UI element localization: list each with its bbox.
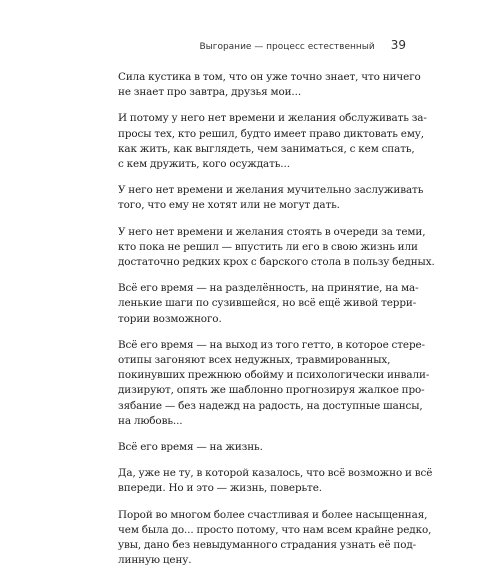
book-page xyxy=(96,0,435,567)
paragraph xyxy=(118,466,433,496)
text-line: чем была до... просто потому, что нам всем крайне редко, xyxy=(118,523,432,536)
body-text xyxy=(118,70,435,579)
text-line: Всё его время — на жизнь. xyxy=(118,441,263,454)
text-line: Сила кустика в том, что он уже точно знает, что ничего xyxy=(118,71,421,83)
text-line: У него нет времени и желания стоять в очереди за теми, xyxy=(118,225,426,238)
running-title: Выгорание — процесс естественный xyxy=(199,42,375,52)
text-line: Всё его время — на выход из того гетто, в которое стере- xyxy=(118,338,425,351)
text-line: увы, дано без невыдуманного страдания узнать её под- xyxy=(118,539,417,552)
text-line: достаточно редких крох с барского стола в пользу бедных. xyxy=(118,256,435,269)
paragraph xyxy=(118,338,430,429)
text-line: Всё его время — на разделённость, на принятие, на ма- xyxy=(118,282,419,295)
text-line: отипы загоняют всех недужных, травмированных, xyxy=(118,354,391,367)
text-line: как жить, как выглядеть, чем заниматься, с кем спать, xyxy=(118,142,415,155)
paragraph xyxy=(118,440,404,455)
paragraph xyxy=(118,508,432,569)
text-line: не знает про завтра, друзья мои... xyxy=(118,86,302,99)
text-line: дизируют, опять же шаблонно прогнозируя жалкое про- xyxy=(118,384,425,397)
text-line: ленькие шаги по сузившейся, но всё ещё живой терри- xyxy=(118,297,417,310)
text-line: того, что ему не хотят или не могут дать. xyxy=(118,199,340,212)
page-number: 39 xyxy=(390,38,406,52)
text-line: кто пока не решил — впустить ли его в свою жизнь или xyxy=(118,240,418,253)
paragraph xyxy=(118,111,427,172)
paragraph xyxy=(118,225,435,271)
text-line: тории возможного. xyxy=(118,312,222,325)
text-line: покинувших прежнюю обойму и психологически инвали- xyxy=(118,369,430,382)
text-line: Да, уже не ту, в которой казалось, что всё возможно и всё xyxy=(118,467,433,480)
text-line: на любовь... xyxy=(118,414,183,427)
paragraph xyxy=(118,70,421,100)
text-line: линную цену. xyxy=(118,554,192,567)
text-line: И потому у него нет времени и желания обслуживать за- xyxy=(118,112,427,125)
text-line: просы тех, кто решил, будто имеет право диктовать ему, xyxy=(118,127,425,140)
text-line: Порой во многом более счастливая и более насыщенная, xyxy=(118,508,428,521)
paragraph xyxy=(118,183,424,213)
text-line: У него нет времени и желания мучительно заслуживать xyxy=(118,184,424,197)
text-line: впереди. Но и это — жизнь, поверьте. xyxy=(118,482,322,495)
paragraph xyxy=(118,281,419,327)
text-line: с кем дружить, кого осуждать... xyxy=(118,158,290,171)
running-head xyxy=(199,38,406,52)
text-line: зябание — без надежд на радость, на доступные шансы, xyxy=(118,399,423,412)
